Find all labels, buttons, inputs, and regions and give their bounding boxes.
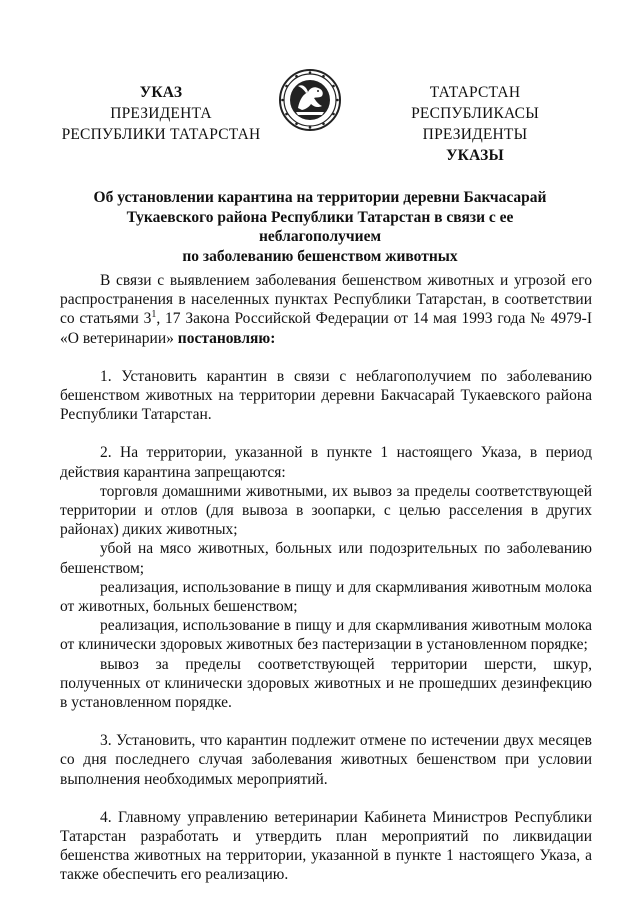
item-4-paragraph: 4. Главному управлению ветеринарии Кабинета Министров Республики Татарстан разработать и утвердить план мероприятий по ликвидации бешенства животных на территории, указанной в пункте 1 настоящего Указа, а также обеспечить его реализацию. <box>60 808 592 884</box>
item-2-paragraph: 2. На территории, указанной в пункте 1 настоящего Указа, в период действия карантина запрещаются: <box>60 444 592 481</box>
article-superscript: 1 <box>151 309 157 321</box>
item-2-sub-4: реализация, использование в пищу и для скармливания животным молока от клинически здоровых животных без пастеризации в установленном порядке; <box>60 617 592 654</box>
header-left-line1: УКАЗ <box>139 84 183 101</box>
header-right-line1: ТАТАРСТАН РЕСПУБЛИКАСЫ <box>411 84 539 122</box>
header-russian <box>58 82 264 145</box>
tatarstan-coat-of-arms-icon <box>278 68 342 132</box>
header-right-line3: УКАЗЫ <box>446 147 504 164</box>
header-tatar <box>364 82 586 166</box>
document-title <box>70 188 570 266</box>
title-line3: по заболеванию бешенством животных <box>182 247 458 265</box>
item-2-sub-2: убой на мясо животных, больных или подозрительных по заболеванию бешенством; <box>60 540 592 577</box>
preamble-text-b: , 17 Закона Российской Федерации от 14 мая 1993 года № 4979-I «О ветеринарии» <box>60 310 592 347</box>
item-2-sub-5: вывоз за пределы соответствующей территории шерсти, шкур, полученных от клинически здоровых животных и не прошедших дезинфекцию в установленном порядке. <box>60 655 592 712</box>
decree-word: постановляю: <box>177 329 276 347</box>
header-left-line2: ПРЕЗИДЕНТА <box>110 105 212 122</box>
item-3-paragraph: 3. Установить, что карантин подлежит отмене по истечении двух месяцев со дня последнего случая заболевания животных бешенством при условии выполнения необходимых мероприятий. <box>60 732 592 788</box>
header-left-line3: РЕСПУБЛИКИ ТАТАРСТАН <box>61 126 261 143</box>
document-body <box>60 271 592 885</box>
item-2-sub-3: реализация, использование в пищу и для скармливания животным молока от животных, больных бешенством; <box>60 578 592 616</box>
preamble-text-a: В связи с выявлением заболевания бешенством животных и угрозой его распространения в населенных пунктах Республики Татарстан, в соответствии со статьями 3 <box>60 272 592 328</box>
title-line1: Об установлении карантина на территории деревни Бакчасарай <box>93 189 547 206</box>
item-1-paragraph: 1. Установить карантин в связи с неблагополучием по заболеванию бешенством животных на территории деревни Бакчасарай Тукаевского района Республики Татарстан. <box>60 367 592 424</box>
preamble-paragraph <box>60 271 592 348</box>
title-line2: Тукаевского района Республики Татарстан в связи с ее неблагополучием <box>126 208 514 245</box>
header-right-line2: ПРЕЗИДЕНТЫ <box>422 126 528 143</box>
item-2-sub-1: торговля домашними животными, их вывоз за пределы соответствующей территории и отлов (для вывоза в зоопарки, с целью расселения в других районах) диких животных; <box>60 482 592 539</box>
